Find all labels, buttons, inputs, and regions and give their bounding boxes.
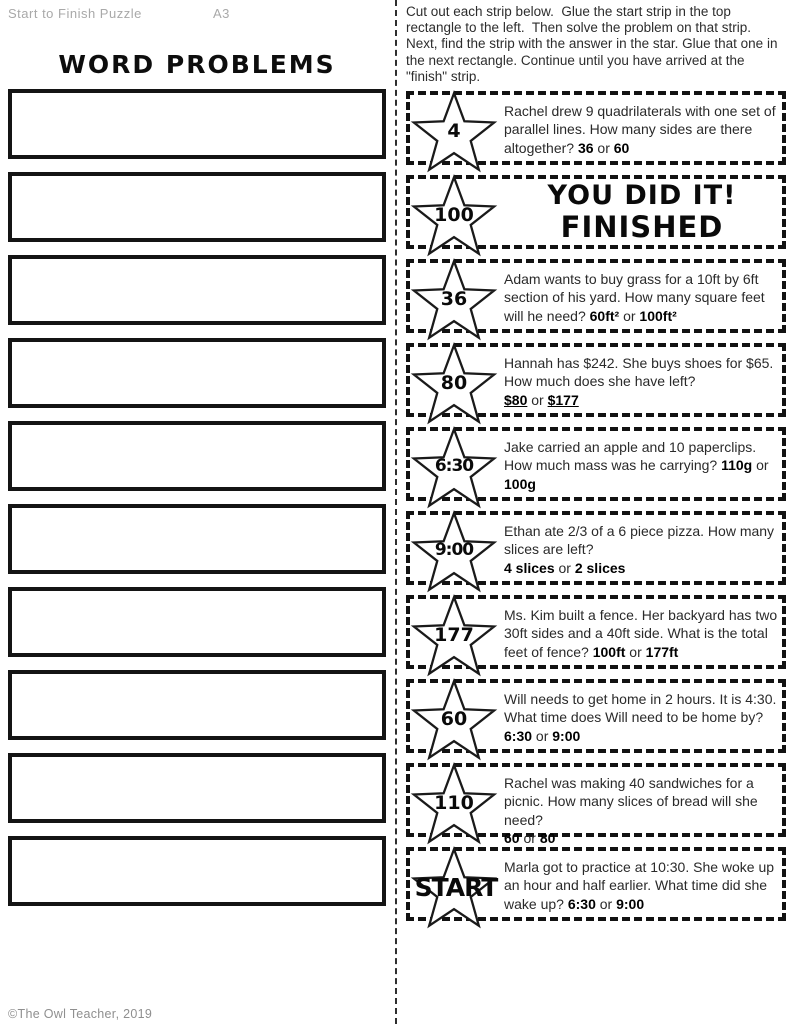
strip-problem-text: Jake carried an apple and 10 paperclips. How much mass was he carrying? 110g or 100g xyxy=(504,438,769,492)
glue-box-9 xyxy=(8,753,386,823)
glue-boxes-container xyxy=(8,89,386,906)
puzzle-strip-7 xyxy=(406,595,786,669)
star-wrap xyxy=(410,683,502,749)
page-header-code: A3 xyxy=(213,6,230,21)
glue-box-2 xyxy=(8,172,386,242)
puzzle-strip-5 xyxy=(406,427,786,501)
star-wrap xyxy=(410,851,502,917)
glue-box-3 xyxy=(8,255,386,325)
star-answer-label: 177 xyxy=(434,623,474,646)
cut-line-divider xyxy=(395,0,397,1024)
strip-problem-text: Marla got to practice at 10:30. She woke up an hour and half earlier. What time did she wake up? 6:30 or 9:00 xyxy=(504,858,775,912)
strip-problem-text: Rachel drew 9 quadrilaterals with one set of parallel lines. How many sides are there altogether? 36 or 60 xyxy=(504,102,776,156)
star-answer-label: 9:00 xyxy=(434,539,474,560)
star-wrap xyxy=(410,515,502,581)
glue-box-6 xyxy=(8,504,386,574)
page-header-title: Start to Finish Puzzle xyxy=(8,6,142,21)
glue-box-5 xyxy=(8,421,386,491)
star-wrap xyxy=(410,599,502,665)
strip-problem-text: Rachel was making 40 sandwiches for a picnic. How many slices of bread will she need? 60 or 80 xyxy=(504,774,758,846)
star-answer-label: 110 xyxy=(434,791,474,814)
star-wrap xyxy=(410,767,502,833)
panel-title: WORD PROBLEMS xyxy=(58,50,336,79)
finish-banner-line: YOU DID IT! xyxy=(547,179,737,211)
finish-banner-line: FINISHED xyxy=(560,209,724,244)
star-answer-label: 60 xyxy=(440,707,468,730)
star-wrap xyxy=(410,347,502,413)
star-answer-label: 6:30 xyxy=(434,455,474,476)
puzzle-strip-8 xyxy=(406,679,786,753)
word-problems-panel xyxy=(8,0,386,919)
strips-panel xyxy=(406,0,786,931)
puzzle-strip-4 xyxy=(406,343,786,417)
star-answer-label: 36 xyxy=(440,287,468,310)
star-wrap xyxy=(410,95,502,161)
strip-problem-text xyxy=(502,179,782,245)
star-wrap xyxy=(410,263,502,329)
puzzle-strip-2 xyxy=(406,175,786,249)
puzzle-strip-1 xyxy=(406,91,786,165)
strip-problem-text: Ethan ate 2/3 of a 6 piece pizza. How many slices are left? 4 slices or 2 slices xyxy=(504,522,775,576)
glue-box-1 xyxy=(8,89,386,159)
strip-problem-text: Hannah has $242. She buys shoes for $65. How much does she have left? $80 or $177 xyxy=(504,354,774,408)
star-wrap xyxy=(410,179,502,245)
glue-box-7 xyxy=(8,587,386,657)
star-answer-label: START xyxy=(414,872,498,902)
strip-problem-text: Ms. Kim built a fence. Her backyard has two 30ft sides and a 40ft side. What is the total feet of fence? 100ft or 177ft xyxy=(504,606,778,660)
star-answer-label: 100 xyxy=(434,203,474,226)
glue-box-10 xyxy=(8,836,386,906)
star-answer-label: 4 xyxy=(447,119,461,142)
puzzle-strip-6 xyxy=(406,511,786,585)
strips-container xyxy=(406,91,786,921)
copyright-text: ©The Owl Teacher, 2019 xyxy=(8,1007,153,1021)
strip-problem-text: Will needs to get home in 2 hours. It is 4:30. What time does Will need to be home by? 6:30 or 9:00 xyxy=(504,690,777,744)
puzzle-strip-10 xyxy=(406,847,786,921)
strip-problem-text: Adam wants to buy grass for a 10ft by 6ft section of his yard. How many square feet will he need? 60ft² or 100ft² xyxy=(504,270,765,324)
puzzle-strip-3 xyxy=(406,259,786,333)
glue-box-4 xyxy=(8,338,386,408)
star-answer-label: 80 xyxy=(440,371,468,394)
glue-box-8 xyxy=(8,670,386,740)
instructions-text: Cut out each strip below. Glue the start strip in the top rectangle to the left. Then solve the problem on that strip. Next, find the strip with the answer in the star. Glue that one in the next rectangle. Continue until you have arrived at the "finish" strip. xyxy=(406,4,782,84)
puzzle-strip-9 xyxy=(406,763,786,846)
star-wrap xyxy=(410,431,502,497)
